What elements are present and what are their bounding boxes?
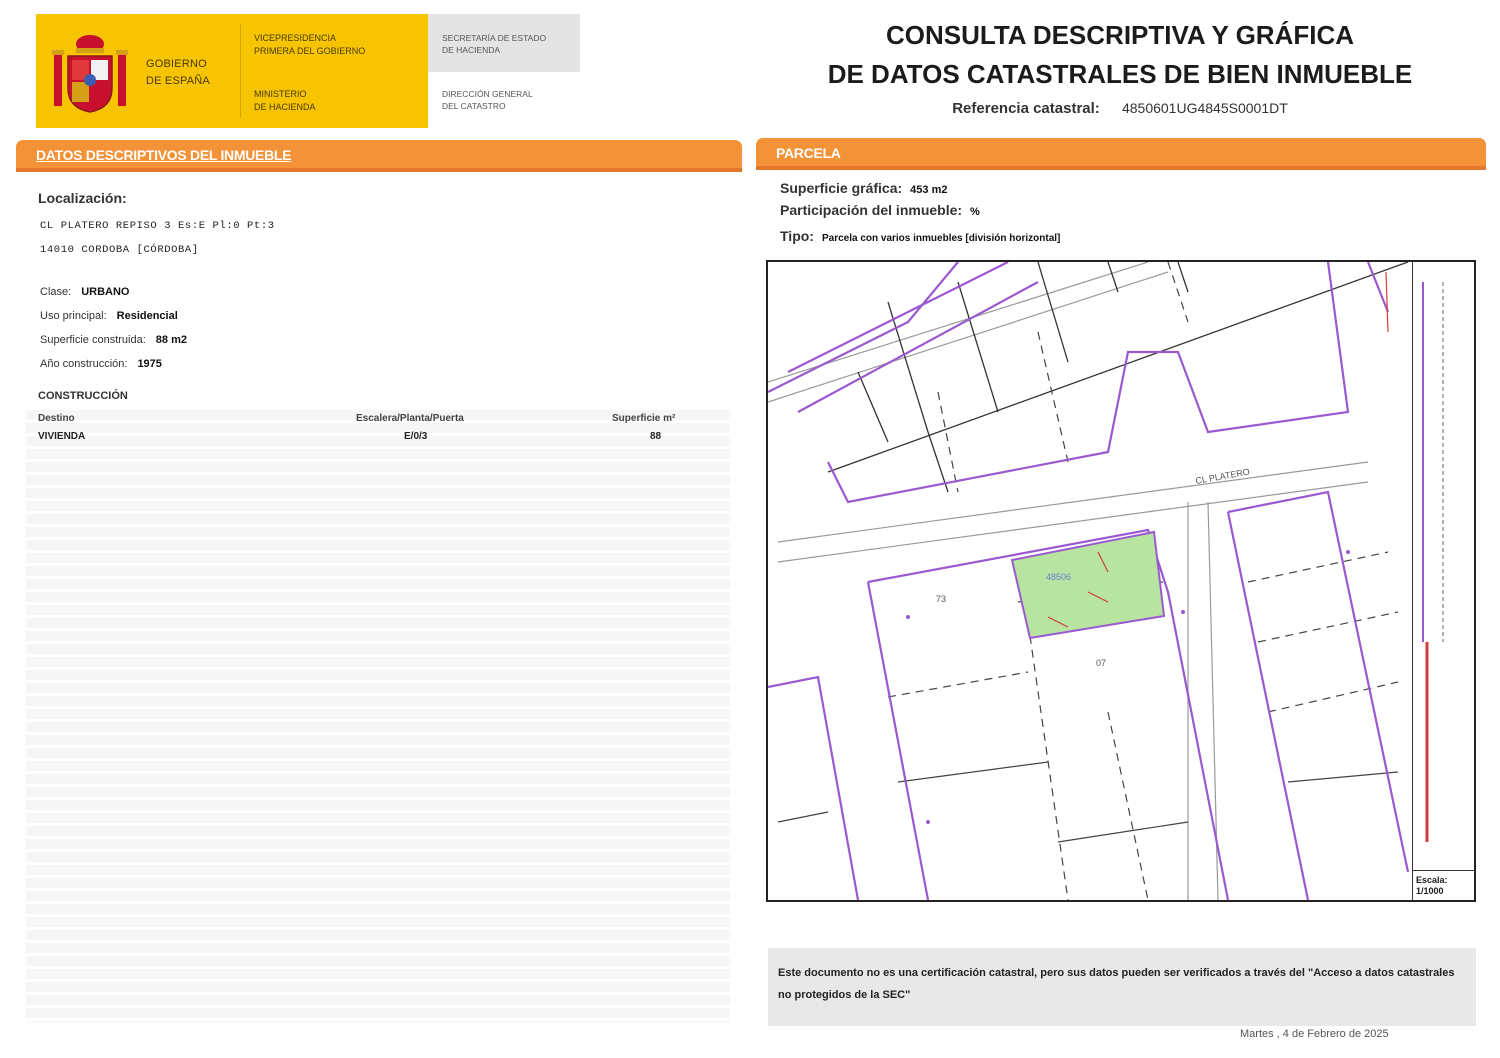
highlighted-parcel[interactable] bbox=[1012, 532, 1164, 638]
direction-label bbox=[442, 88, 533, 112]
participation-label: Participación del inmueble: bbox=[780, 202, 963, 218]
participation-row bbox=[780, 202, 980, 218]
document-title bbox=[760, 16, 1480, 94]
title-line1: CONSULTA DESCRIPTIVA Y GRÁFICA bbox=[885, 20, 1355, 50]
built-area-label: Superficie construida: bbox=[40, 334, 146, 346]
disclaimer-text: Este documento no es una certificación catastral, pero sus datos pueden ser verificados a través del "Acceso a datos catastrales no protegidos de la SEC" bbox=[778, 967, 1455, 1001]
vicepresidency-label bbox=[254, 32, 365, 58]
graphic-area-label: Superficie gráfica: bbox=[780, 180, 903, 196]
vice-line2: PRIMERA DEL GOBIERNO bbox=[254, 46, 366, 56]
map-legend bbox=[1412, 262, 1476, 900]
direction-line1: DIRECCIÓN GENERAL bbox=[442, 89, 533, 99]
table-header-destino: Destino bbox=[38, 413, 75, 424]
type-label: Tipo: bbox=[780, 228, 814, 244]
class-row bbox=[40, 286, 129, 298]
class-value: URBANO bbox=[81, 286, 130, 298]
coat-of-arms-icon bbox=[50, 32, 130, 116]
main-use-label: Uso principal: bbox=[40, 310, 107, 322]
map-block-a: 73 bbox=[936, 594, 947, 604]
main-use-value: Residencial bbox=[116, 310, 178, 322]
vice-line1: VICEPRESIDENCIA bbox=[254, 33, 337, 43]
government-name bbox=[146, 56, 210, 90]
year-built-value: 1975 bbox=[137, 358, 162, 370]
construction-table bbox=[26, 410, 730, 1022]
built-area-row bbox=[40, 334, 187, 346]
map-scale: Escala: 1/1000 bbox=[1413, 870, 1476, 900]
direction-line2: DEL CATASTRO bbox=[442, 101, 506, 111]
descriptive-data-header bbox=[16, 140, 742, 172]
cadastral-reference bbox=[760, 100, 1480, 117]
secretary-line2: DE HACIENDA bbox=[442, 45, 501, 55]
graphic-area-row bbox=[780, 180, 947, 196]
built-area-value: 88 m2 bbox=[155, 334, 187, 346]
gov-name-line1: GOBIERNO bbox=[146, 58, 207, 70]
title-line2: DE DATOS CATASTRALES DE BIEN INMUEBLE bbox=[827, 59, 1413, 89]
ministry-line2: DE HACIENDA bbox=[254, 102, 316, 112]
class-label: Clase: bbox=[40, 286, 72, 298]
secretary-block bbox=[428, 14, 580, 72]
table-header-superficie: Superficie m² bbox=[612, 413, 676, 424]
graphic-area-value: 453 m2 bbox=[910, 184, 948, 196]
table-header-planta: Escalera/Planta/Puerta bbox=[356, 413, 464, 424]
cadastral-map[interactable] bbox=[766, 260, 1476, 902]
secretary-line1: SECRETARÍA DE ESTADO bbox=[442, 33, 547, 43]
main-use-row bbox=[40, 310, 178, 322]
disclaimer-box bbox=[768, 948, 1476, 1026]
table-cell-destino: VIVIENDA bbox=[38, 431, 86, 442]
ministry-label bbox=[254, 88, 316, 114]
type-row bbox=[780, 228, 1060, 244]
map-parcel-id: 48506 bbox=[1046, 572, 1072, 582]
ministry-line1: MINISTERIO bbox=[254, 89, 307, 99]
address-line2: 14010 CORDOBA [CÓRDOBA] bbox=[40, 244, 199, 256]
parcel-title: PARCELA bbox=[776, 145, 841, 161]
participation-value: % bbox=[970, 206, 980, 218]
document-date: Martes , 4 de Febrero de 2025 bbox=[1240, 1028, 1389, 1040]
logo-divider bbox=[240, 24, 241, 118]
ref-value: 4850601UG4845S0001DT bbox=[1121, 100, 1288, 116]
map-street-label: CL PLATERO bbox=[1194, 466, 1251, 486]
ref-label: Referencia catastral: bbox=[952, 100, 1100, 117]
table-cell-superficie: 88 bbox=[650, 431, 662, 442]
location-label: Localización: bbox=[38, 190, 127, 206]
parcel-header bbox=[756, 138, 1486, 170]
descriptive-data-title: DATOS DESCRIPTIVOS DEL INMUEBLE bbox=[36, 147, 292, 163]
year-built-label: Año construcción: bbox=[40, 358, 128, 370]
map-block-b: 07 bbox=[1096, 658, 1107, 668]
address-line1: CL PLATERO REPISO 3 Es:E Pl:0 Pt:3 bbox=[40, 220, 275, 232]
secretary-label bbox=[442, 32, 546, 56]
map-drawing bbox=[768, 262, 1412, 900]
type-value: Parcela con varios inmuebles [división horizontal] bbox=[821, 233, 1061, 244]
legend-drawing bbox=[1413, 262, 1476, 862]
year-built-row bbox=[40, 358, 162, 370]
government-logo-block bbox=[36, 14, 428, 128]
construction-title: CONSTRUCCIÓN bbox=[38, 390, 128, 402]
gov-name-line2: DE ESPAÑA bbox=[146, 75, 210, 87]
table-cell-planta: E/0/3 bbox=[404, 431, 428, 442]
